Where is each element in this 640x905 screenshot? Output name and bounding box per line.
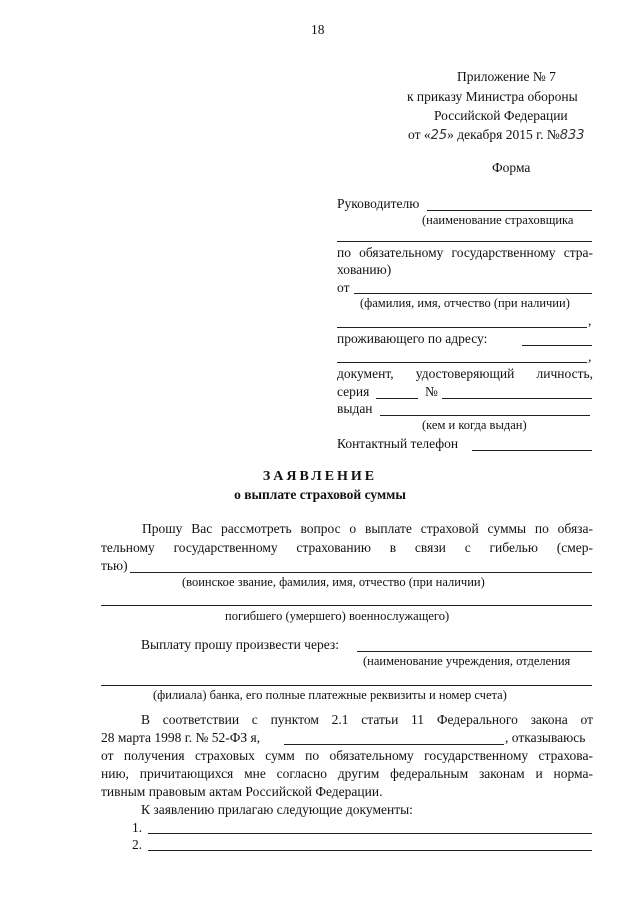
attachment-fill-line-1[interactable] xyxy=(148,833,592,834)
document-subtitle: о выплате страховой суммы xyxy=(234,487,406,502)
handwritten-day: 25 xyxy=(430,128,448,143)
doc-number-fill-line[interactable] xyxy=(442,398,592,399)
paragraph-2-line-5: тивным правовым актам Российской Федерации. xyxy=(101,784,383,799)
attachment-item-2: 2. xyxy=(132,837,143,852)
series-fill-line[interactable] xyxy=(376,398,418,399)
from-label: от xyxy=(337,280,350,295)
comma-2: , xyxy=(588,349,592,364)
phone-label: Контактный телефон xyxy=(337,436,459,451)
paragraph-2-line-2b: , отказываюсь xyxy=(505,730,586,745)
issued-label: выдан xyxy=(337,401,373,416)
attachment-item-1: 1. xyxy=(132,820,143,835)
fio-fill-line[interactable] xyxy=(354,293,592,294)
attachments-label: К заявлению прилагаю следующие документы: xyxy=(141,802,413,817)
order-line: к приказу Министра обороны xyxy=(407,89,578,104)
payment-fill-line[interactable] xyxy=(357,651,592,652)
fio-hint: (фамилия, имя, отчество (при наличии) xyxy=(360,296,570,310)
paragraph-1-line-1: Прошу Вас рассмотреть вопрос о выплате страховой суммы по обяза- xyxy=(142,521,593,536)
payment-fill-line-2[interactable] xyxy=(101,685,592,686)
paragraph-2-line-3: от получения страховых сумм по обязательному государственному страхова- xyxy=(101,748,593,763)
phone-fill-line[interactable] xyxy=(472,450,592,451)
federation-line: Российской Федерации xyxy=(434,108,568,123)
paragraph-2-line-1: В соответствии с пунктом 2.1 статьи 11 Федерального закона от xyxy=(141,712,593,727)
insurance-line-1: по обязательному государственному стра- xyxy=(337,245,593,260)
deceased-fill-line[interactable] xyxy=(130,572,592,573)
appendix-line: Приложение № 7 xyxy=(457,69,556,84)
serviceman-hint: погибшего (умершего) военнослужащего) xyxy=(225,609,450,623)
document-title: ЗАЯВЛЕНИЕ xyxy=(262,469,378,484)
paragraph-2-line-4: нию, причитающихся мне согласно другим федеральным законам и норма- xyxy=(101,766,593,781)
handwritten-number: 833 xyxy=(559,128,585,143)
paragraph-1-line-3: тью) xyxy=(101,558,128,573)
comma-1: , xyxy=(588,313,592,328)
paragraph-1-line-2: тельному государственному страхованию в связи с гибелью (смер- xyxy=(101,540,593,555)
bank-hint: (наименование учреждения, отделения xyxy=(363,654,571,668)
insurer-hint: (наименование страховщика xyxy=(422,213,574,227)
rank-name-hint: (воинское звание, фамилия, имя, отчество (при наличии) xyxy=(182,575,485,589)
form-label: Форма xyxy=(492,160,531,175)
attachment-fill-line-2[interactable] xyxy=(148,850,592,851)
fio-fill-line-2[interactable] xyxy=(337,327,587,328)
insurer-fill-line[interactable] xyxy=(427,210,592,211)
deceased-fill-line-2[interactable] xyxy=(101,605,592,606)
address-fill-line[interactable] xyxy=(522,345,592,346)
issued-fill-line[interactable] xyxy=(380,415,590,416)
date-line xyxy=(408,127,585,143)
date-prefix: от « xyxy=(408,127,431,142)
address-label: проживающего по адресу: xyxy=(337,331,488,346)
document-label: документ, удостоверяющий личность, xyxy=(337,366,593,381)
series-label: серия xyxy=(337,384,370,399)
date-middle: » декабря 2015 г. № xyxy=(447,127,560,142)
address-fill-line-2[interactable] xyxy=(337,362,587,363)
insurance-line-2: хованию) xyxy=(337,262,392,277)
page-number: 18 xyxy=(311,22,325,37)
number-label: № xyxy=(425,384,438,399)
paragraph-2-line-2a: 28 марта 1998 г. № 52-ФЗ я, xyxy=(101,730,261,745)
insurer-fill-line-2[interactable] xyxy=(337,241,592,242)
bank-details-hint: (филиала) банка, его полные платежные реквизиты и номер счета) xyxy=(153,688,507,702)
issued-hint: (кем и когда выдан) xyxy=(422,418,527,432)
payment-label: Выплату прошу произвести через: xyxy=(141,637,339,652)
applicant-fill-line[interactable] xyxy=(284,744,504,745)
to-label: Руководителю xyxy=(337,196,420,211)
